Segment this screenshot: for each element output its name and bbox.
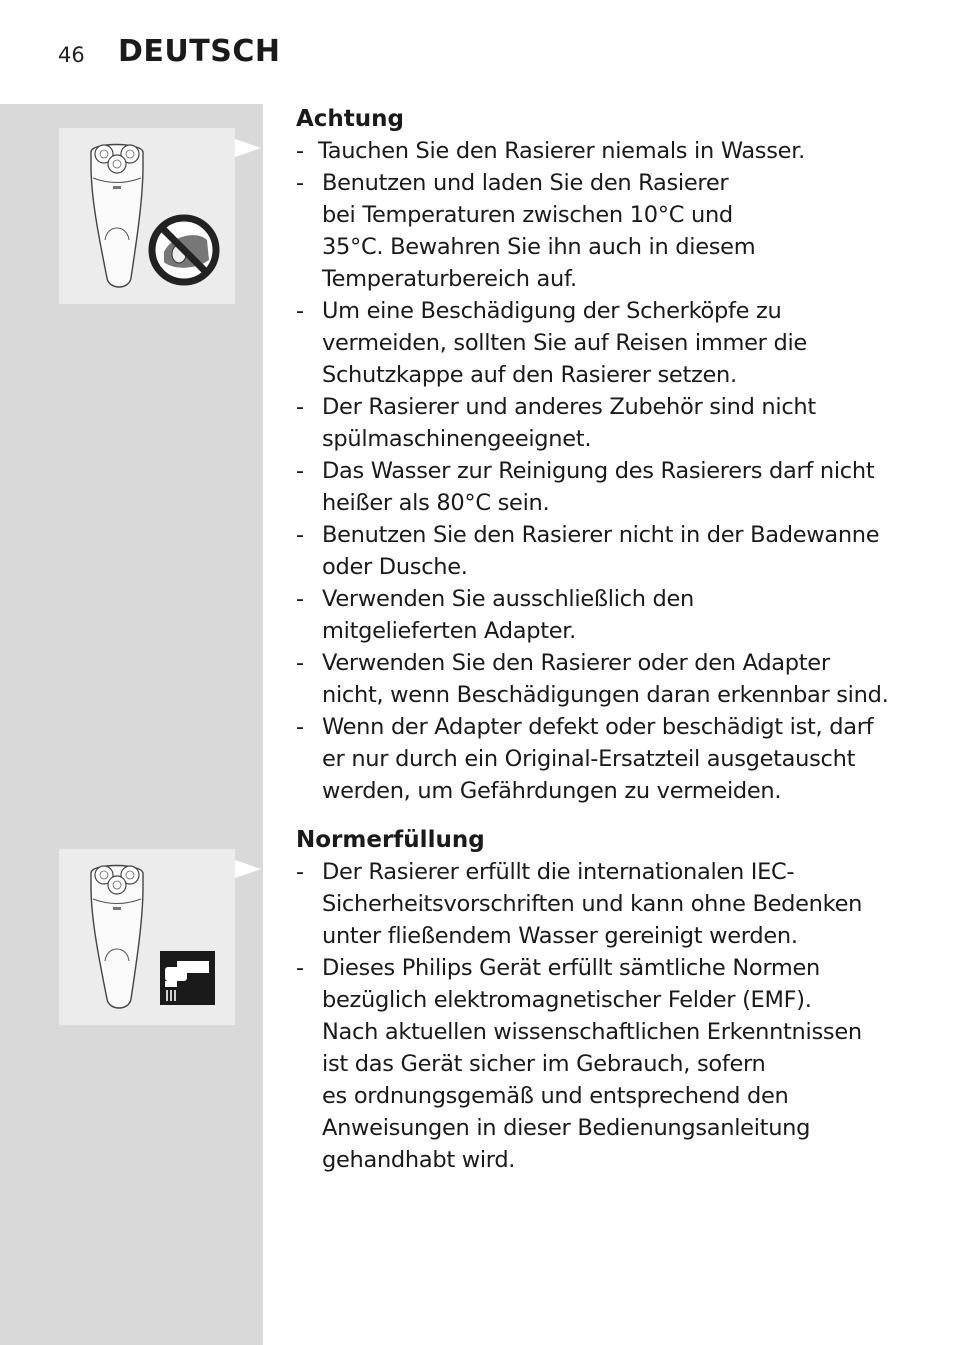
item-line: Benutzen Sie den Rasierer nicht in der Badewanne (322, 522, 880, 548)
item-line: bezüglich elektromagnetischer Felder (EMF). (322, 987, 812, 1013)
item-line: unter fließendem Wasser gereinigt werden. (322, 923, 798, 949)
item-line: mitgelieferten Adapter. (322, 618, 577, 644)
item-line: Wenn der Adapter defekt oder beschädigt ist, darf (322, 714, 874, 740)
item-line: Der Rasierer erfüllt die internationalen IEC- (322, 859, 795, 885)
item-line: vermeiden, sollten Sie auf Reisen immer die (322, 330, 807, 356)
list-dash: - (296, 458, 304, 484)
compliance-list (296, 856, 906, 1176)
illustration-pointer (235, 139, 261, 157)
section-achtung (296, 103, 906, 807)
item-line: bei Temperaturen zwischen 10°C und (322, 202, 733, 228)
item-line: spülmaschinengeeignet. (322, 426, 592, 452)
list-item (296, 135, 906, 167)
list-item (296, 167, 906, 295)
item-line: Temperaturbereich auf. (322, 266, 577, 292)
no-water-immersion-icon (59, 128, 235, 304)
item-line: Benutzen und laden Sie den Rasierer (322, 170, 729, 196)
item-line: Der Rasierer und anderes Zubehör sind nicht (322, 394, 816, 420)
item-line: nicht, wenn Beschädigungen daran erkennbar sind. (322, 682, 889, 708)
list-dash: - (296, 586, 304, 612)
section-title-normerfuellung: Normerfüllung (296, 827, 485, 853)
page-number: 46 (58, 43, 85, 67)
list-item (296, 455, 906, 519)
item-line: werden, um Gefährdungen zu vermeiden. (322, 778, 782, 804)
item-line: heißer als 80°C sein. (322, 490, 550, 516)
item-line: Anweisungen in dieser Bedienungsanleitung (322, 1115, 811, 1141)
section-normerfuellung (296, 824, 906, 1176)
list-item (296, 856, 906, 952)
list-item (296, 647, 906, 711)
item-line: Verwenden Sie ausschließlich den (322, 586, 695, 612)
list-dash: - (296, 394, 304, 420)
illustration-pointer (235, 860, 261, 878)
list-dash: - (296, 955, 304, 981)
list-dash: - (296, 650, 304, 676)
item-line: ist das Gerät sicher im Gebrauch, sofern (322, 1051, 766, 1077)
item-line: oder Dusche. (322, 554, 468, 580)
water-tap-icon (59, 849, 235, 1025)
list-item (296, 952, 906, 1176)
item-line: Verwenden Sie den Rasierer oder den Adapter (322, 650, 830, 676)
list-dash: - (296, 298, 304, 324)
item-line: Tauchen Sie den Rasierer niemals in Wasser. (318, 138, 805, 164)
list-item (296, 583, 906, 647)
list-item (296, 391, 906, 455)
list-item (296, 711, 906, 807)
item-line: Um eine Beschädigung der Scherköpfe zu (322, 298, 782, 324)
list-dash: - (296, 138, 304, 164)
item-line: Schutzkappe auf den Rasierer setzen. (322, 362, 737, 388)
item-line: es ordnungsgemäß und entsprechend den (322, 1083, 789, 1109)
item-line: gehandhabt wird. (322, 1147, 516, 1173)
language-title: DEUTSCH (118, 34, 281, 69)
list-item (296, 519, 906, 583)
illustration-rinse-under-tap (59, 849, 235, 1025)
section-title-achtung: Achtung (296, 106, 405, 132)
list-dash: - (296, 522, 304, 548)
item-line: Dieses Philips Gerät erfüllt sämtliche Normen (322, 955, 820, 981)
list-item (296, 295, 906, 391)
list-dash: - (296, 170, 304, 196)
item-line: Das Wasser zur Reinigung des Rasierers darf nicht (322, 458, 875, 484)
item-line: Nach aktuellen wissenschaftlichen Erkenntnissen (322, 1019, 862, 1045)
item-line: 35°C. Bewahren Sie ihn auch in diesem (322, 234, 756, 260)
illustration-no-water-immersion (59, 128, 235, 304)
item-line: er nur durch ein Original-Ersatzteil ausgetauscht (322, 746, 856, 772)
item-line: Sicherheitsvorschriften und kann ohne Bedenken (322, 891, 863, 917)
list-dash: - (296, 714, 304, 740)
list-dash: - (296, 859, 304, 885)
warning-list (296, 135, 906, 807)
